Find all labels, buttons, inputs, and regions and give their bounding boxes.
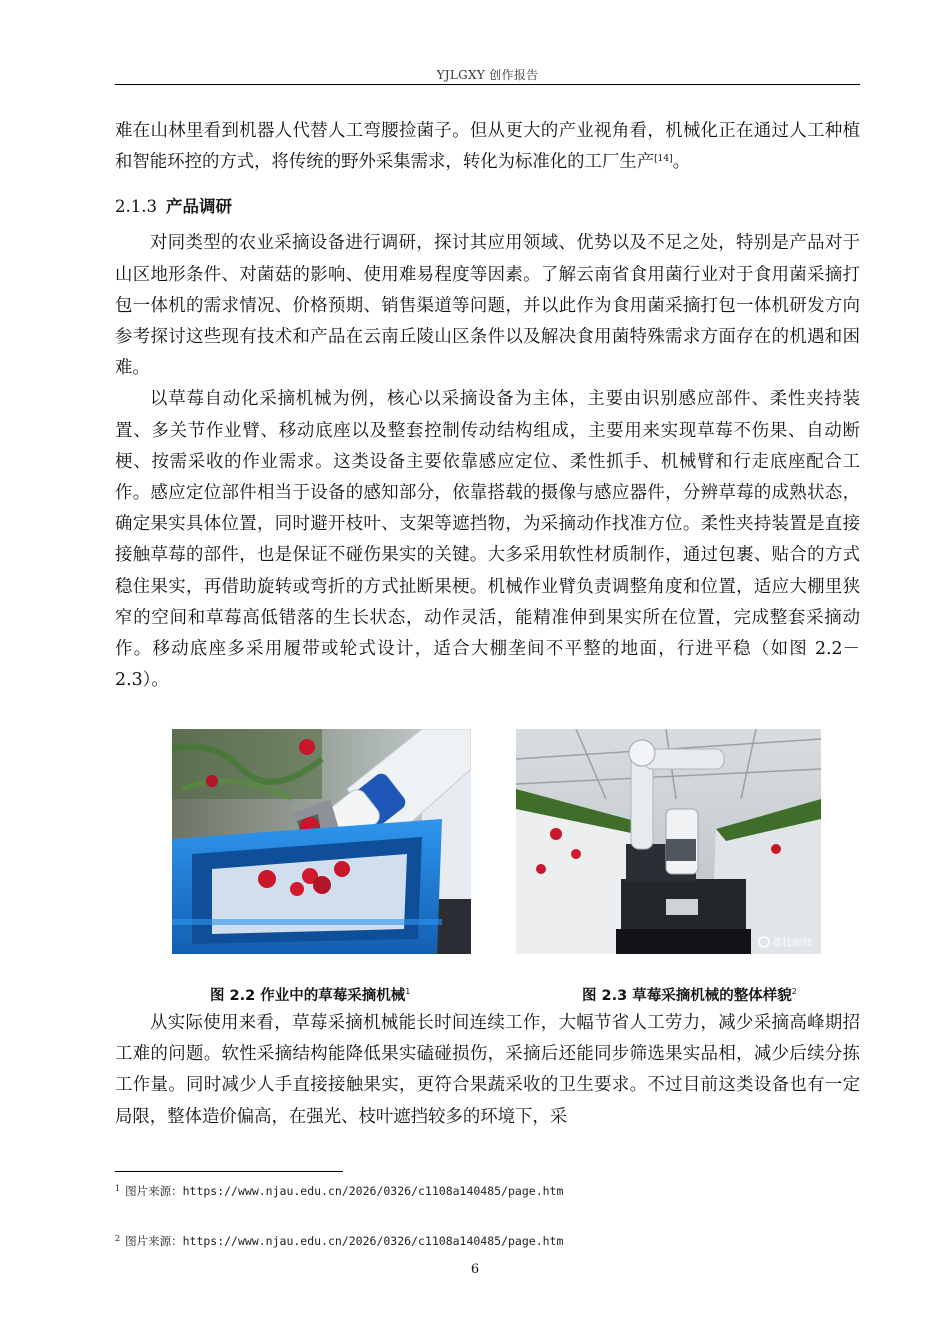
figure-2-2-image: [172, 729, 471, 954]
footnote-rule: [115, 1171, 343, 1172]
figure-2-3-footnote-mark: 2: [791, 987, 797, 996]
paragraph-3: 以草莓自动化采摘机械为例，核心以采摘设备为主体，主要由识别感应部件、柔性夹持装置、多关节作业臂、移动底座以及整套控制传动结构组成，主要用来实现草莓不伤果、自动断梗、按需采收的作业需求。这类设备主要依靠感应定位、柔性抓手、机械臂和行走底座配合工作。感应定位部件相当于设备的感知部分，依靠搭载的摄像与感应器件，分辨草莓的成熟状态，确定果实具体位置，同时避开枝叶、支架等遮挡物，为采摘动作找准方位。柔性夹持装置是直接接触草莓的部件，也是保证不碰伤果实的关键。大多采用软性材质制作，通过包裹、贴合的方式稳住果实，再借助旋转或弯折的方式扯断果梗。机械作业臂负责调整角度和位置，适应大棚里狭窄的空间和草莓高低错落的生长状态，动作灵活，能精准伸到果实所在位置，完成整套采摘动作。移动底座多采用履带或轮式设计，适合大棚垄间不平整的地面，行进平稳（如图 2.2－2.3）。: [115, 389, 860, 691]
figure-2-2-footnote-mark: 1: [405, 987, 411, 996]
section-heading: [115, 195, 860, 219]
paragraph-1: [115, 116, 860, 178]
greenhouse-robot-photo: [516, 729, 821, 954]
footnote-2-mark: 2: [115, 1234, 121, 1243]
footnote-1: [115, 1183, 563, 1199]
footnote-2-label: 图片来源：: [125, 1234, 183, 1248]
footnote-1-label: 图片来源：: [125, 1184, 183, 1198]
figure-2-3-image: [516, 729, 821, 954]
page-number: 6: [470, 1262, 480, 1277]
footnote-2: [115, 1233, 563, 1249]
paragraph-2: 对同类型的农业采摘设备进行调研，探讨其应用领域、优势以及不足之处，特别是产品对于山区地形条件、对菌菇的影响、使用难易程度等因素。了解云南省食用菌行业对于食用菌采摘打包一体机的需求情况、价格预期、销售渠道等问题，并以此作为食用菌采摘打包一体机研发方向参考探讨这些现有技术和产品在云南丘陵山区条件以及解决食用菌特殊需求方面存在的机遇和困难。: [115, 233, 860, 379]
paragraph-1-end: 。: [672, 152, 691, 173]
section-title: 产品调研: [165, 197, 232, 217]
strawberry-robot-photo: [172, 729, 471, 954]
footnote-1-url[interactable]: https://www.njau.edu.cn/2026/0326/c1108a140485/page.htm: [182, 1184, 564, 1198]
running-header: YJLGXY 创作报告: [436, 68, 539, 82]
figure-2-3-caption-text: 图 2.3 草莓采摘机械的整体样貌: [582, 988, 792, 1004]
paragraph-4: 从实际使用来看，草莓采摘机械能长时间连续工作，大幅节省人工劳力，减少采摘高峰期招工难的问题。软性采摘结构能降低果实磕碰损伤，采摘后还能同步筛选果实品相，减少后续分拣工作量。同时减少人手直接接触果实，更符合果蔬采收的卫生要求。不过目前这类设备也有一定局限，整体造价偏高，在强光、枝叶遮挡较多的环境下，采: [115, 1013, 860, 1127]
body-text-top: [115, 116, 860, 696]
header-rule: [115, 84, 860, 85]
figure-2-2-caption-text: 图 2.2 作业中的草莓采摘机械: [210, 988, 406, 1004]
section-number: 2.1.3: [115, 197, 157, 217]
figure-2-2-caption: [210, 984, 410, 1005]
citation-ref: [14]: [654, 154, 673, 165]
footnote-2-url[interactable]: https://www.njau.edu.cn/2026/0326/c1108a140485/page.htm: [182, 1234, 564, 1248]
body-text-bottom: [115, 1008, 860, 1133]
paragraph-1-text: 难在山林里看到机器人代替人工弯腰捡菌子。但从更大的产业视角看，机械化正在通过人工种植和智能环控的方式，将传统的野外采集需求，转化为标准化的工厂生产: [115, 121, 860, 173]
footnote-1-mark: 1: [115, 1184, 121, 1193]
figure-2-3-caption: [582, 984, 797, 1005]
watermark-text: 荔枝新闻: [772, 938, 812, 949]
